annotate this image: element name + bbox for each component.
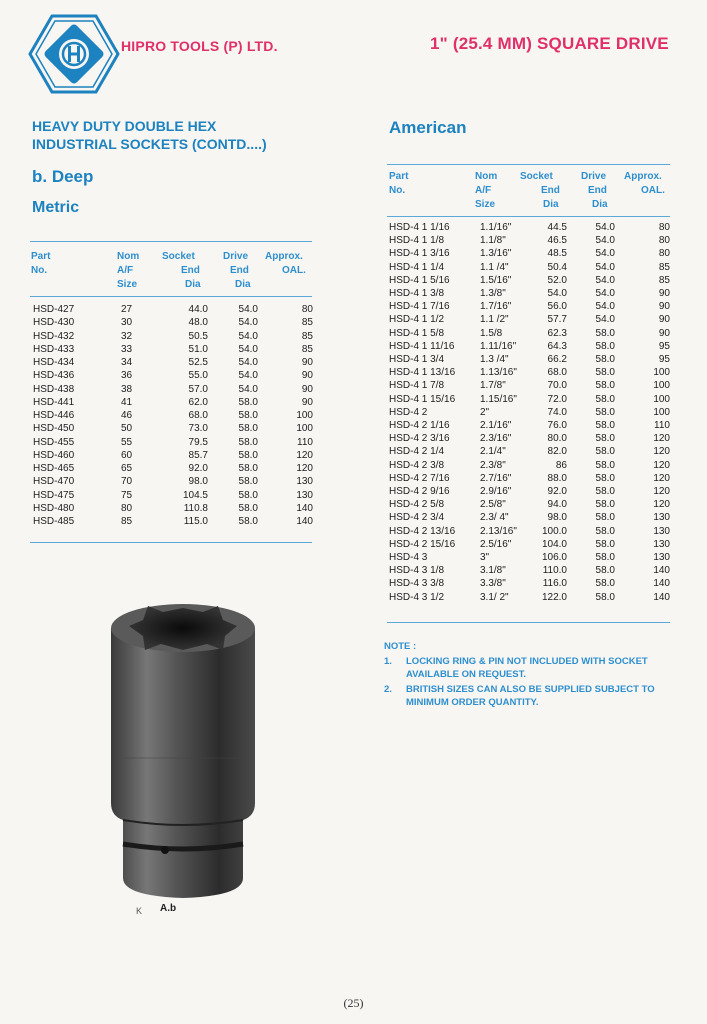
table-row <box>0 248 707 260</box>
table-row <box>0 275 707 287</box>
nom-size-cell: 1.3/16" <box>480 248 512 260</box>
socket-dia-cell: 54.0 <box>547 288 567 299</box>
socket-dia-cell: 50.4 <box>547 261 567 273</box>
nom-size-cell: 3" <box>480 552 490 563</box>
part-no-cell: HSD-475 <box>33 489 75 501</box>
oal-cell: 130 <box>296 476 313 488</box>
nom-size-cell: 2.9/16" <box>480 486 512 497</box>
drive-dia-cell: 58.0 <box>595 433 615 445</box>
oal-cell: 85 <box>658 274 670 286</box>
table-row <box>0 420 707 432</box>
part-no-cell: HSD-430 <box>33 317 75 329</box>
oal-cell: 85 <box>301 317 313 329</box>
part-no-cell: HSD-450 <box>33 423 75 435</box>
nom-size-cell: 2.1/16" <box>480 420 512 431</box>
socket-dia-cell: 122.0 <box>541 591 567 603</box>
part-no-cell: HSD-436 <box>33 370 75 382</box>
part-no-cell: HSD-446 <box>33 410 75 421</box>
nom-size-cell: 2.13/16" <box>480 525 517 537</box>
nom-size-cell: 1.1/8" <box>480 235 506 247</box>
nom-size-cell: 65 <box>121 463 133 474</box>
oal-cell: 120 <box>653 499 670 511</box>
part-no-cell: HSD-4 1 5/16 <box>389 274 450 286</box>
oal-cell: 130 <box>653 525 670 537</box>
drive-dia-cell: 54.0 <box>595 288 615 299</box>
company-logo-icon <box>28 12 120 96</box>
nom-size-cell: 2.3/16" <box>480 433 512 445</box>
part-no-cell: HSD-438 <box>33 383 75 395</box>
part-no-cell: HSD-4 1 1/4 <box>389 261 445 273</box>
table-row <box>0 380 707 392</box>
part-no-cell: HSD-4 2 15/16 <box>389 538 456 550</box>
socket-dia-cell: 52.5 <box>188 357 208 368</box>
nom-size-cell: 30 <box>121 317 133 329</box>
table-row <box>0 288 707 300</box>
drive-dia-cell: 58.0 <box>238 463 258 474</box>
socket-dia-cell: 50.5 <box>188 330 208 342</box>
nom-size-cell: 50 <box>121 423 133 435</box>
subtitle-deep: b. Deep <box>32 167 94 186</box>
table-row <box>0 235 707 247</box>
socket-dia-cell: 68.0 <box>188 410 208 421</box>
nom-size-cell: 1.15/16" <box>480 393 517 405</box>
oal-cell: 80 <box>658 235 670 247</box>
socket-dia-cell: 44.0 <box>188 304 208 315</box>
part-no-cell: HSD-4 1 11/16 <box>389 340 455 352</box>
socket-dia-cell: 86 <box>555 459 567 471</box>
part-no-cell: HSD-4 2 <box>389 406 428 418</box>
note-item: 2. BRITISH SIZES CAN ALSO BE SUPPLIED SUBJECT TO MINIMUM ORDER QUANTITY. <box>384 684 655 708</box>
oal-cell: 90 <box>658 327 670 339</box>
socket-dia-cell: 70.0 <box>547 380 567 392</box>
socket-dia-cell: 98.0 <box>188 476 208 488</box>
drive-dia-cell: 58.0 <box>595 538 615 550</box>
part-no-cell: HSD-470 <box>33 476 75 488</box>
table-row <box>0 367 707 379</box>
part-no-cell: HSD-4 2 3/16 <box>389 433 450 445</box>
american-header-rule <box>387 216 670 217</box>
oal-cell: 130 <box>653 552 670 563</box>
part-no-cell: HSD-465 <box>33 463 75 474</box>
table-row <box>0 486 707 498</box>
drive-dia-cell: 58.0 <box>238 516 258 527</box>
socket-dia-cell: 74.0 <box>547 406 567 418</box>
american-bottom-rule <box>387 622 670 623</box>
oal-cell: 140 <box>296 516 313 527</box>
oal-cell: 95 <box>658 340 670 352</box>
socket-dia-cell: 110.8 <box>183 502 208 514</box>
socket-dia-cell: 100.0 <box>541 525 567 537</box>
nom-size-cell: 85 <box>121 516 133 527</box>
drive-dia-cell: 58.0 <box>595 340 615 352</box>
drive-dia-cell: 58.0 <box>595 406 615 418</box>
table-row <box>0 526 707 538</box>
drive-size-title: 1" (25.4 MM) SQUARE DRIVE <box>430 34 669 53</box>
drive-dia-cell: 58.0 <box>595 552 615 563</box>
socket-dia-cell: 48.0 <box>188 317 208 329</box>
drive-dia-cell: 58.0 <box>595 565 615 577</box>
part-no-cell: HSD-4 2 7/16 <box>389 472 450 484</box>
product-title-line2: INDUSTRIAL SOCKETS (CONTD....) <box>32 136 267 152</box>
table-row <box>0 328 707 340</box>
nom-size-cell: 1.7/8" <box>480 380 506 392</box>
nom-size-cell: 2.3/ 4" <box>480 512 509 524</box>
product-title-line1: HEAVY DUTY DOUBLE HEX <box>32 118 217 134</box>
table-row <box>0 460 707 472</box>
part-no-cell: HSD-4 1 3/4 <box>389 354 445 365</box>
american-top-rule <box>387 164 670 165</box>
socket-dia-cell: 110.0 <box>542 565 567 577</box>
socket-dia-cell: 44.5 <box>547 222 567 233</box>
socket-dia-cell: 115.0 <box>183 516 208 527</box>
drive-dia-cell: 54.0 <box>238 304 258 315</box>
oal-cell: 120 <box>296 463 313 474</box>
table-row <box>0 578 707 590</box>
oal-cell: 90 <box>658 314 670 326</box>
oal-cell: 90 <box>658 301 670 313</box>
oal-cell: 100 <box>653 406 670 418</box>
metric-table-header: Part No. Nom A/F Size Socket End Dia Drive End Dia Approx. OAL. <box>31 251 306 290</box>
part-no-cell: HSD-4 2 1/4 <box>389 446 445 458</box>
socket-dia-cell: 94.0 <box>547 499 567 511</box>
socket-dia-cell: 72.0 <box>547 393 567 405</box>
drive-dia-cell: 58.0 <box>595 499 615 511</box>
drive-dia-cell: 54.0 <box>595 248 615 260</box>
nom-size-cell: 2.7/16" <box>480 472 512 484</box>
part-no-cell: HSD-4 1 13/16 <box>389 367 456 379</box>
part-no-cell: HSD-480 <box>33 502 75 514</box>
section-american: American <box>389 118 467 137</box>
nom-size-cell: 55 <box>121 436 133 448</box>
socket-dia-cell: 98.0 <box>547 512 567 524</box>
oal-cell: 120 <box>296 449 313 461</box>
drive-dia-cell: 54.0 <box>595 261 615 273</box>
table-row <box>0 539 707 551</box>
company-name: HIPRO TOOLS (P) LTD. <box>121 38 278 54</box>
oal-cell: 90 <box>301 357 313 368</box>
drive-dia-cell: 58.0 <box>238 476 258 488</box>
socket-dia-cell: 92.0 <box>547 486 567 497</box>
oal-cell: 100 <box>296 410 313 421</box>
oal-cell: 100 <box>653 380 670 392</box>
oal-cell: 100 <box>653 393 670 405</box>
socket-dia-cell: 104.0 <box>541 538 567 550</box>
oal-cell: 90 <box>301 396 313 408</box>
table-row <box>0 354 707 366</box>
drive-dia-cell: 58.0 <box>595 578 615 590</box>
nom-size-cell: 1.1 /2" <box>480 314 509 326</box>
drive-dia-cell: 58.0 <box>595 380 615 392</box>
part-no-cell: HSD-4 1 1/16 <box>389 222 450 233</box>
oal-cell: 95 <box>658 354 670 365</box>
nom-size-cell: 2.5/16" <box>480 538 512 550</box>
deep-socket-image <box>103 598 263 900</box>
part-no-cell: HSD-4 2 1/16 <box>389 420 450 431</box>
socket-dia-cell: 76.0 <box>547 420 567 431</box>
part-no-cell: HSD-433 <box>33 343 75 355</box>
nom-size-cell: 46 <box>121 410 133 421</box>
section-metric: Metric <box>32 199 80 216</box>
socket-dia-cell: 79.5 <box>188 436 208 448</box>
oal-cell: 140 <box>653 565 670 577</box>
oal-cell: 85 <box>301 343 313 355</box>
nom-size-cell: 60 <box>121 449 133 461</box>
table-row <box>0 314 707 326</box>
part-no-cell: HSD-4 3 3/8 <box>389 578 445 590</box>
nom-size-cell: 2.5/8" <box>480 499 506 511</box>
nom-size-cell: 3.1/ 2" <box>480 591 509 603</box>
table-row <box>0 473 707 485</box>
drive-dia-cell: 58.0 <box>595 393 615 405</box>
nom-size-cell: 1.5/8 <box>480 327 503 339</box>
drive-dia-cell: 58.0 <box>595 591 615 603</box>
drive-dia-cell: 58.0 <box>238 410 258 421</box>
drive-dia-cell: 58.0 <box>238 502 258 514</box>
drive-dia-cell: 58.0 <box>595 420 615 431</box>
drive-dia-cell: 58.0 <box>595 525 615 537</box>
nom-size-cell: 27 <box>121 304 133 315</box>
drive-dia-cell: 58.0 <box>238 396 258 408</box>
oal-cell: 80 <box>301 304 313 315</box>
nom-size-cell: 34 <box>121 357 133 368</box>
nom-size-cell: 3.1/8" <box>480 565 506 577</box>
part-no-cell: HSD-4 1 5/8 <box>389 327 445 339</box>
page-number: (25) <box>343 996 364 1010</box>
oal-cell: 90 <box>658 288 670 299</box>
part-no-cell: HSD-434 <box>33 357 75 368</box>
notes-label: NOTE : <box>384 641 417 652</box>
drive-dia-cell: 54.0 <box>238 330 258 342</box>
socket-dia-cell: 82.0 <box>547 446 567 458</box>
nom-size-cell: 36 <box>121 370 133 382</box>
socket-dia-cell: 80.0 <box>547 433 567 445</box>
note-item: 1. LOCKING RING & PIN NOT INCLUDED WITH SOCKET AVAILABLE ON REQUEST. <box>384 656 648 680</box>
part-no-cell: HSD-441 <box>33 396 75 408</box>
table-row <box>0 394 707 406</box>
table-row <box>0 301 707 313</box>
nom-size-cell: 70 <box>121 476 133 488</box>
drive-dia-cell: 54.0 <box>595 222 615 233</box>
nom-size-cell: 80 <box>121 502 133 514</box>
part-no-cell: HSD-4 1 3/16 <box>389 248 450 260</box>
part-no-cell: HSD-460 <box>33 449 75 461</box>
nom-size-cell: 32 <box>121 330 133 342</box>
handwritten-mark: K <box>136 906 143 916</box>
drive-dia-cell: 58.0 <box>595 367 615 379</box>
drive-dia-cell: 58.0 <box>595 446 615 458</box>
image-caption: A.b <box>160 903 177 914</box>
table-row <box>0 499 707 511</box>
oal-cell: 100 <box>296 423 313 435</box>
oal-cell: 100 <box>653 367 670 379</box>
oal-cell: 120 <box>653 486 670 497</box>
table-row <box>0 262 707 274</box>
oal-cell: 90 <box>301 383 313 395</box>
socket-dia-cell: 106.0 <box>541 552 567 563</box>
socket-dia-cell: 88.0 <box>547 472 567 484</box>
drive-dia-cell: 54.0 <box>595 274 615 286</box>
socket-dia-cell: 62.0 <box>188 396 208 408</box>
socket-dia-cell: 51.0 <box>188 343 208 355</box>
nom-size-cell: 1.3 /4" <box>480 354 509 365</box>
nom-size-cell: 2.1/4" <box>480 446 506 458</box>
table-row <box>0 341 707 353</box>
oal-cell: 140 <box>653 578 670 590</box>
part-no-cell: HSD-4 1 1/8 <box>389 235 445 247</box>
socket-dia-cell: 116.0 <box>542 578 567 590</box>
nom-size-cell: 38 <box>121 383 133 395</box>
nom-size-cell: 3.3/8" <box>480 578 506 590</box>
drive-dia-cell: 58.0 <box>595 327 615 339</box>
oal-cell: 120 <box>653 433 670 445</box>
socket-dia-cell: 62.3 <box>547 327 567 339</box>
socket-dia-cell: 48.5 <box>547 248 567 260</box>
table-row <box>0 222 707 234</box>
socket-dia-cell: 52.0 <box>547 274 567 286</box>
part-no-cell: HSD-4 2 5/8 <box>389 499 445 511</box>
socket-dia-cell: 68.0 <box>547 367 567 379</box>
nom-size-cell: 2.3/8" <box>480 459 506 471</box>
table-row <box>0 552 707 564</box>
drive-dia-cell: 54.0 <box>238 383 258 395</box>
drive-dia-cell: 54.0 <box>238 317 258 329</box>
drive-dia-cell: 54.0 <box>238 357 258 368</box>
nom-size-cell: 1.13/16" <box>480 367 517 379</box>
drive-dia-cell: 58.0 <box>595 486 615 497</box>
oal-cell: 90 <box>301 370 313 382</box>
oal-cell: 120 <box>653 472 670 484</box>
part-no-cell: HSD-4 2 3/8 <box>389 459 445 471</box>
oal-cell: 80 <box>658 222 670 233</box>
socket-dia-cell: 104.5 <box>182 489 208 501</box>
drive-dia-cell: 58.0 <box>595 512 615 524</box>
nom-size-cell: 1.5/16" <box>480 274 512 286</box>
drive-dia-cell: 58.0 <box>238 436 258 448</box>
socket-dia-cell: 46.5 <box>547 235 567 247</box>
drive-dia-cell: 58.0 <box>595 472 615 484</box>
oal-cell: 140 <box>296 502 313 514</box>
socket-dia-cell: 56.0 <box>547 301 567 313</box>
oal-cell: 85 <box>658 261 670 273</box>
part-no-cell: HSD-432 <box>33 330 75 342</box>
part-no-cell: HSD-4 3 1/8 <box>389 565 445 577</box>
part-no-cell: HSD-4 3 1/2 <box>389 591 445 603</box>
nom-size-cell: 1.1/16" <box>480 222 512 233</box>
drive-dia-cell: 58.0 <box>595 459 615 471</box>
drive-dia-cell: 54.0 <box>238 343 258 355</box>
drive-dia-cell: 54.0 <box>595 314 615 326</box>
oal-cell: 140 <box>653 591 670 603</box>
part-no-cell: HSD-4 3 <box>389 552 428 563</box>
drive-dia-cell: 58.0 <box>238 489 258 501</box>
drive-dia-cell: 58.0 <box>595 354 615 365</box>
nom-size-cell: 1.3/8" <box>480 288 506 299</box>
drive-dia-cell: 54.0 <box>595 235 615 247</box>
socket-dia-cell: 57.7 <box>547 314 567 326</box>
oal-cell: 130 <box>296 489 313 501</box>
part-no-cell: HSD-4 1 15/16 <box>389 393 456 405</box>
part-no-cell: HSD-427 <box>33 304 75 315</box>
part-no-cell: HSD-485 <box>33 516 75 527</box>
oal-cell: 130 <box>653 538 670 550</box>
nom-size-cell: 2" <box>480 406 490 418</box>
part-no-cell: HSD-4 1 1/2 <box>389 314 445 326</box>
socket-dia-cell: 57.0 <box>188 383 208 395</box>
socket-dia-cell: 66.2 <box>547 354 567 365</box>
product-title <box>32 117 267 153</box>
nom-size-cell: 1.1 /4" <box>480 261 509 273</box>
table-row <box>0 512 707 524</box>
part-no-cell: HSD-4 1 7/8 <box>389 380 445 392</box>
notes-block <box>384 640 696 709</box>
socket-dia-cell: 85.7 <box>188 449 208 461</box>
part-no-cell: HSD-4 1 7/16 <box>389 301 450 313</box>
socket-dia-cell: 64.3 <box>547 340 567 352</box>
socket-dia-cell: 92.0 <box>188 463 208 474</box>
oal-cell: 120 <box>653 446 670 458</box>
nom-size-cell: 33 <box>121 343 133 355</box>
socket-dia-cell: 73.0 <box>188 423 208 435</box>
table-row <box>0 407 707 419</box>
drive-dia-cell: 58.0 <box>238 449 258 461</box>
table-row <box>0 433 707 445</box>
part-no-cell: HSD-4 2 13/16 <box>389 525 456 537</box>
drive-dia-cell: 54.0 <box>595 301 615 313</box>
nom-size-cell: 41 <box>121 396 133 408</box>
part-no-cell: HSD-4 1 3/8 <box>389 288 445 299</box>
nom-size-cell: 1.11/16" <box>480 340 517 352</box>
american-table <box>0 222 707 602</box>
drive-dia-cell: 54.0 <box>238 370 258 382</box>
part-no-cell: HSD-4 2 9/16 <box>389 486 450 497</box>
table-row <box>0 446 707 458</box>
nom-size-cell: 75 <box>121 489 133 501</box>
oal-cell: 120 <box>653 459 670 471</box>
oal-cell: 130 <box>653 512 670 524</box>
oal-cell: 80 <box>658 248 670 260</box>
american-table-header: Part No. Nom A/F Size Socket End Dia Drive End Dia Approx. OAL. <box>389 171 665 210</box>
oal-cell: 85 <box>301 330 313 342</box>
drive-dia-cell: 58.0 <box>238 423 258 435</box>
oal-cell: 110 <box>297 436 313 448</box>
oal-cell: 110 <box>654 420 670 431</box>
socket-dia-cell: 55.0 <box>188 370 208 382</box>
part-no-cell: HSD-455 <box>33 436 75 448</box>
nom-size-cell: 1.7/16" <box>480 301 512 313</box>
table-row <box>0 565 707 577</box>
part-no-cell: HSD-4 2 3/4 <box>389 512 445 524</box>
